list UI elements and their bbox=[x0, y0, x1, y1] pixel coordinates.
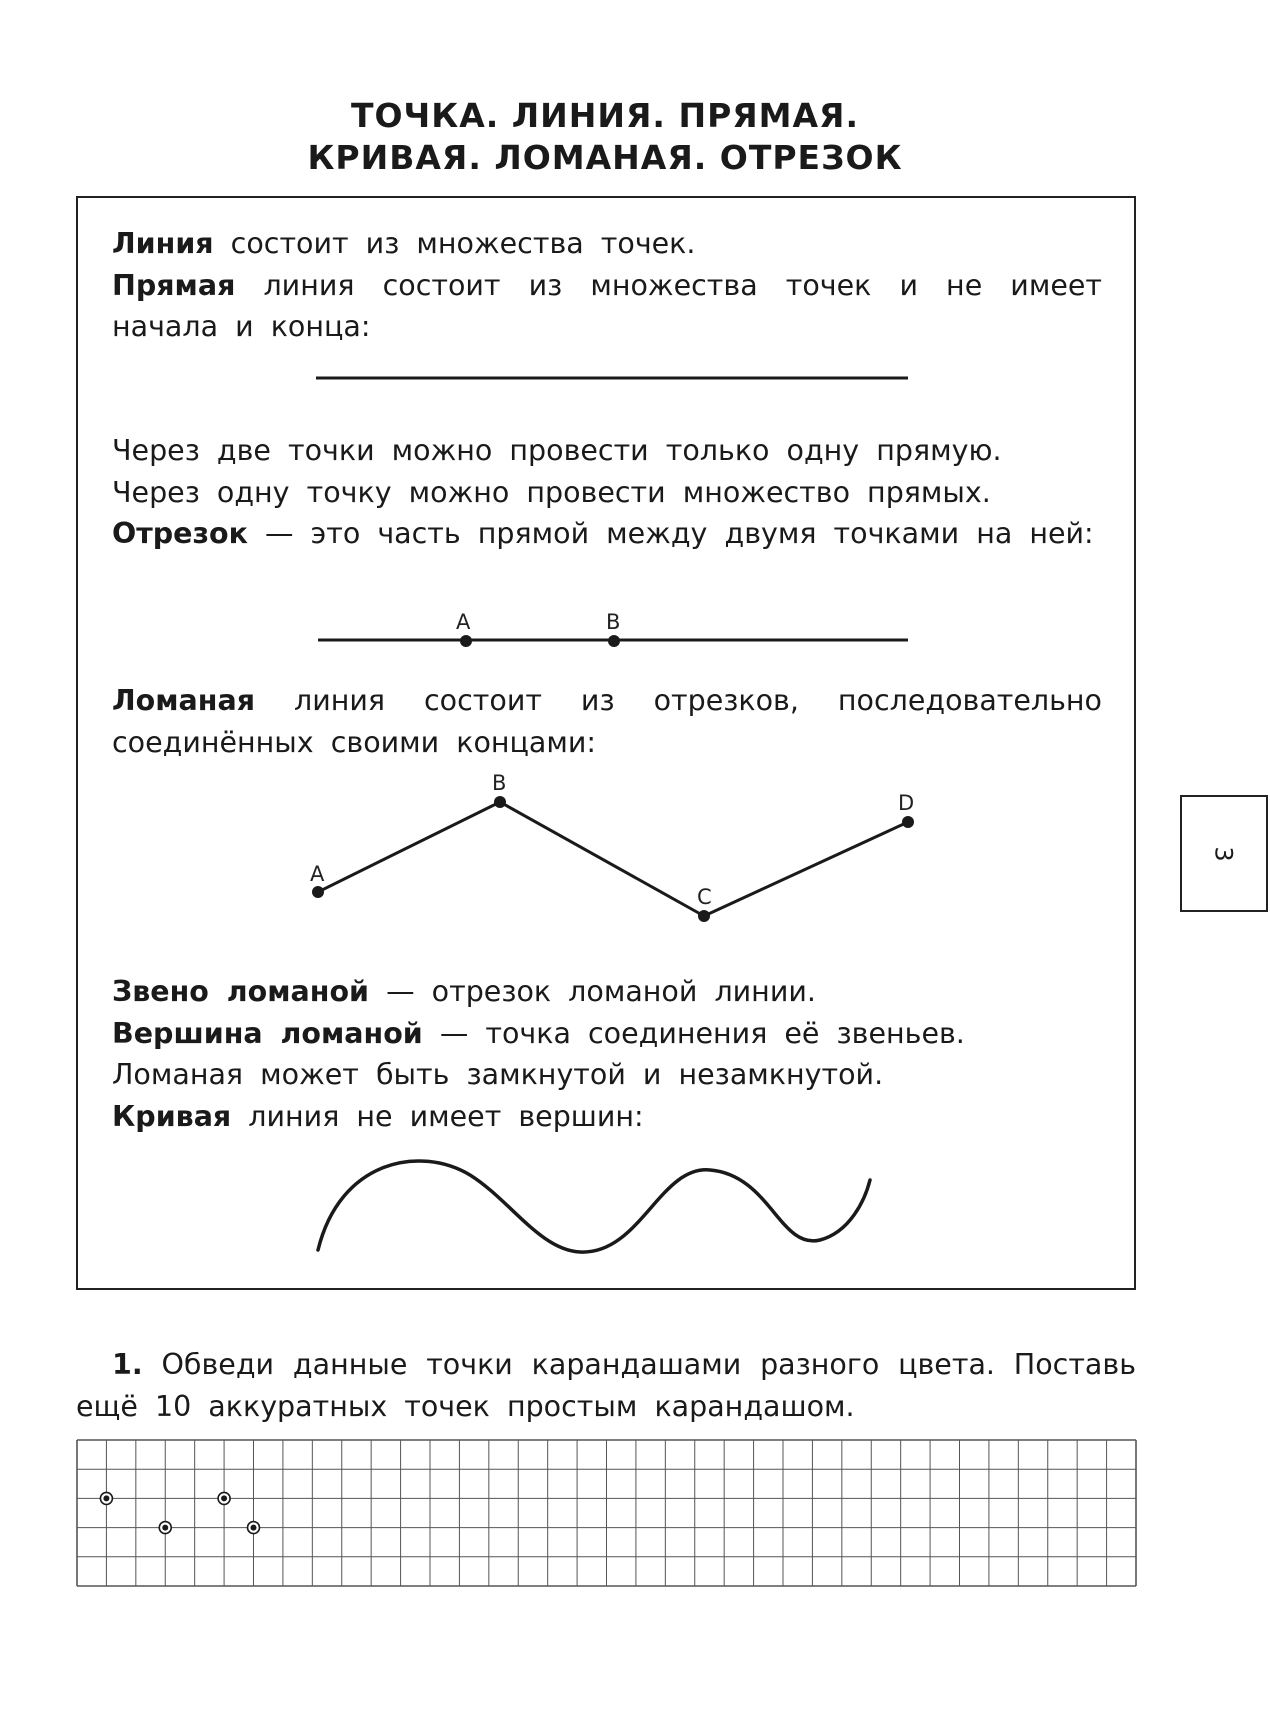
grid-dot bbox=[162, 1525, 168, 1531]
segment-label-a: A bbox=[456, 610, 471, 634]
link-def-text: — отрезок ломаной линии. bbox=[369, 975, 816, 1008]
line-term: Линия bbox=[112, 227, 214, 260]
polyline-term: Ломаная bbox=[112, 684, 256, 717]
curve-line-figure bbox=[318, 1161, 870, 1252]
polyline-label-d: D bbox=[898, 791, 915, 815]
exercise-text: Обведи данные точки карандашами разного цвета. Поставь ещё 10 аккуратных точек простым карандашом. bbox=[76, 1348, 1136, 1423]
grid-dot bbox=[103, 1495, 109, 1501]
exercise-number: 1. bbox=[112, 1348, 143, 1381]
link-term: Звено ломаной bbox=[112, 975, 370, 1008]
polyline-vertex-d bbox=[902, 816, 914, 828]
polyline-definition bbox=[112, 680, 1102, 763]
straight-def-text: линия состоит из множества точек и не имеет начала и конца: bbox=[112, 268, 1102, 343]
polyline-path bbox=[318, 802, 908, 916]
polyline-vertex-b bbox=[494, 796, 506, 808]
polyline-figure bbox=[310, 771, 914, 922]
segment-term: Отрезок bbox=[112, 517, 248, 550]
practice-grid bbox=[77, 1440, 1136, 1586]
straight-term: Прямая bbox=[112, 268, 236, 302]
exercise-1 bbox=[76, 1344, 1136, 1428]
segment-def-text: — это часть прямой между двумя точками на ней: bbox=[247, 517, 1094, 550]
grid-dot bbox=[221, 1495, 227, 1501]
polyline-label-a: A bbox=[310, 862, 325, 886]
segment-figure bbox=[318, 610, 908, 647]
closed-polyline-rule: Ломаная может быть замкнутой и незамкнутой. bbox=[112, 1058, 884, 1091]
polyline-label-c: C bbox=[697, 885, 712, 909]
two-points-rule: Через две точки можно провести только одну прямую. bbox=[112, 434, 1002, 467]
vertex-term: Вершина ломаной bbox=[112, 1016, 423, 1050]
vertex-definition bbox=[112, 1013, 1102, 1055]
segment-label-b: B bbox=[606, 610, 621, 634]
polyline-vertex-c bbox=[698, 910, 710, 922]
curve-term: Кривая bbox=[112, 1099, 232, 1133]
page-number-tab bbox=[1180, 795, 1268, 912]
segment-point-a bbox=[460, 635, 472, 647]
title-line-1: ТОЧКА. ЛИНИЯ. ПРЯМАЯ. bbox=[350, 96, 859, 135]
polyline-vertex-a bbox=[312, 886, 324, 898]
page-number: 3 bbox=[1210, 845, 1238, 862]
line-def-text: состоит из множества точек. bbox=[213, 227, 696, 260]
segment-point-b bbox=[608, 635, 620, 647]
grid-dot bbox=[251, 1525, 257, 1531]
polyline-def-text: линия состоит из отрезков, последовательно соединённых своими концами: bbox=[112, 684, 1102, 759]
curve-definition bbox=[112, 1096, 1102, 1138]
vertex-def-text: — точка соединения её звеньев. bbox=[422, 1016, 965, 1050]
title-line-2: КРИВАЯ. ЛОМАНАЯ. ОТРЕЗОК bbox=[307, 138, 903, 177]
curve-def-text: линия не имеет вершин: bbox=[231, 1099, 644, 1133]
one-point-rule: Через одну точку можно провести множество прямых. bbox=[112, 475, 991, 509]
polyline-label-b: B bbox=[492, 771, 507, 795]
link-definition bbox=[112, 971, 1102, 1013]
segment-definition bbox=[112, 513, 1102, 555]
